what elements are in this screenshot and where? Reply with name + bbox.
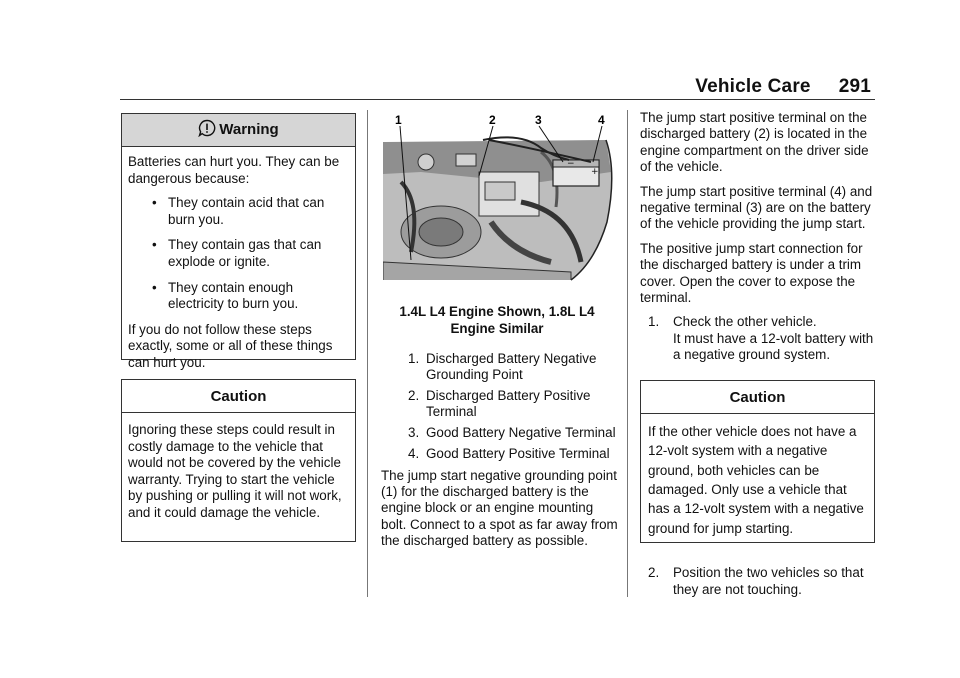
callout-4: 4 <box>598 113 605 127</box>
legend-item: 4. Good Battery Positive Terminal <box>408 445 610 461</box>
paragraph-good-battery: The jump start positive terminal (4) and negative terminal (3) are on the battery of the vehicle providing the jump start. <box>640 183 873 232</box>
warning-bullet: • They contain enough electricity to burn you. <box>152 279 299 312</box>
paragraph-positive-terminal: The jump start positive terminal on the discharged battery (2) is located in the engine compartment on the driver side of the vehicle. <box>640 110 869 175</box>
running-head <box>695 76 871 98</box>
step-2: 2. Position the two vehicles so that they are not touching. <box>648 565 864 597</box>
grounding-paragraph: The jump start negative grounding point (1) for the discharged battery is the engine block or an engine mounting bolt. Connect to a spot as far away from the discharged battery as possible. <box>381 467 618 549</box>
callout-1: 1 <box>395 113 402 127</box>
step-1: 1. Check the other vehicle. It must have a 12-volt battery with a negative ground system. <box>648 314 874 363</box>
caution-body: Ignoring these steps could result in costly damage to the vehicle that would not be covered by the vehicle warranty. Trying to start the vehicle by pushing or pulling it will not work, and it could damage the vehicle. <box>128 422 342 520</box>
figure-legend <box>381 351 621 462</box>
header-rule <box>120 99 875 100</box>
caution-header: Caution <box>122 380 355 413</box>
warning-icon <box>198 117 216 149</box>
caution-box <box>121 379 356 542</box>
warning-outro: If you do not follow these steps exactly, some or all of these things can hurt you. <box>128 321 333 370</box>
legend-item: 2. Discharged Battery Positive Terminal <box>408 387 591 419</box>
page-header <box>120 76 875 98</box>
warning-header <box>122 114 355 147</box>
paragraph-trim-cover: The positive jump start connection for the discharged battery is under a trim cover. Open the cover to expose the terminal. <box>640 240 863 306</box>
warning-bullet: • They contain gas that can explode or ignite. <box>152 237 322 269</box>
legend-item: 1. Discharged Battery Negative Grounding Point <box>408 350 597 382</box>
warning-body <box>122 147 355 372</box>
figure-caption: 1.4L L4 Engine Shown, 1.8L L4 Engine Similar <box>399 304 595 336</box>
warning-intro: Batteries can hurt you. They can be dangerous because: <box>128 154 340 186</box>
warning-bullet: • They contain acid that can burn you. <box>152 195 325 227</box>
right-column <box>640 110 876 598</box>
warning-title: Warning <box>219 121 279 138</box>
callout-2: 2 <box>489 113 496 127</box>
caution-body-2: If the other vehicle does not have a 12-volt system with a negative ground, both vehicles can be damaged. Only use a vehicle that has a 12-volt system with a negative ground for jump starting. <box>648 423 864 536</box>
callout-3: 3 <box>535 113 542 127</box>
caution-box-2 <box>640 380 875 543</box>
engine-illustration <box>381 112 621 288</box>
column-divider-left <box>367 110 368 597</box>
center-column <box>381 112 621 550</box>
svg-text:−: − <box>567 159 575 169</box>
column-divider-right <box>627 110 628 597</box>
section-title: Vehicle Care <box>695 76 811 97</box>
legend-item: 3. Good Battery Negative Terminal <box>408 424 616 440</box>
page-number: 291 <box>838 76 871 97</box>
warning-box <box>121 113 356 370</box>
engine-compartment-drawing <box>381 112 621 288</box>
caution-header-2: Caution <box>641 381 874 414</box>
plus-sign: + <box>591 167 599 177</box>
